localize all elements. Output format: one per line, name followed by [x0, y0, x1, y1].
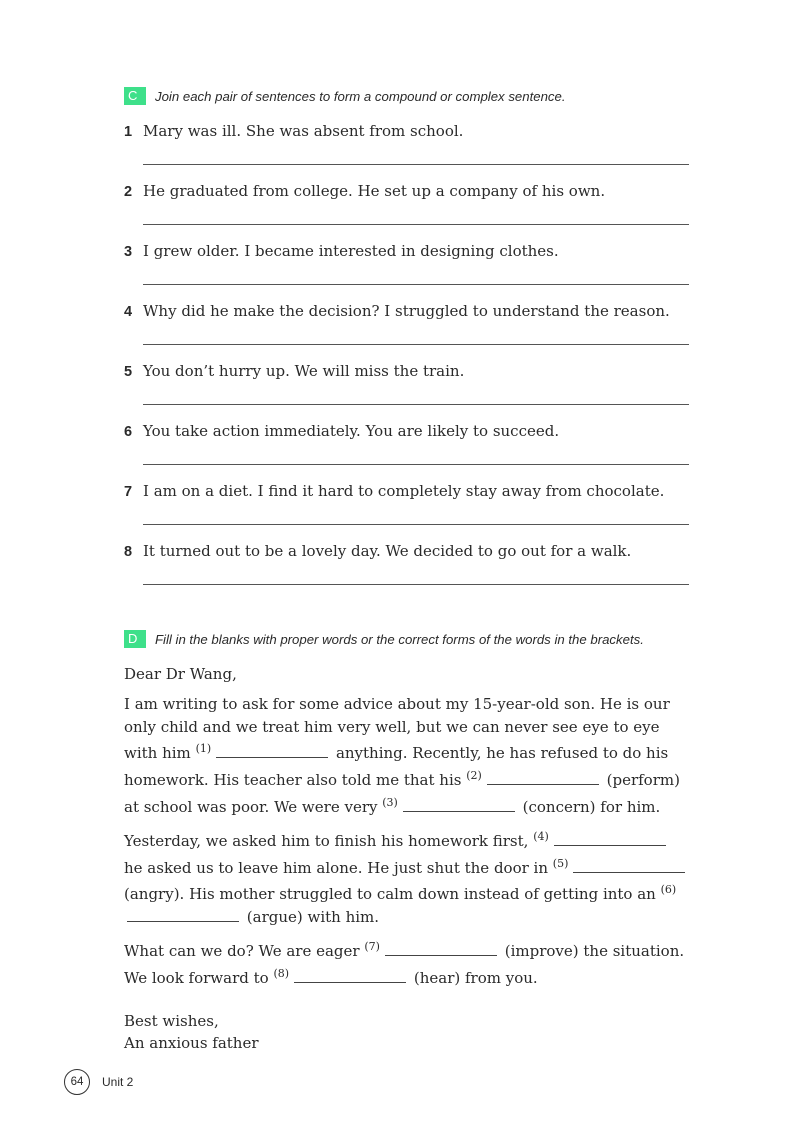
- question-6: [124, 422, 689, 465]
- letter-closing: Best wishes,: [124, 1011, 219, 1030]
- answer-line[interactable]: [143, 163, 689, 165]
- question-text: You take action immediately. You are likely to succeed.: [143, 422, 560, 440]
- blank-6[interactable]: [127, 909, 239, 922]
- question-1: [124, 122, 689, 165]
- question-number: 3: [124, 244, 133, 260]
- blank-1[interactable]: [216, 745, 328, 758]
- letter-paragraph-3: [124, 936, 692, 990]
- blank-7[interactable]: [385, 943, 497, 956]
- question-4: [124, 302, 689, 345]
- question-text: Mary was ill. She was absent from school.: [143, 122, 464, 140]
- question-number: 6: [124, 424, 133, 440]
- page-footer: [64, 1069, 133, 1095]
- answer-line[interactable]: [143, 523, 689, 525]
- answer-line[interactable]: [143, 463, 689, 465]
- letter-text: (angry). His mother struggled to calm down instead of getting into an: [124, 885, 656, 904]
- answer-line[interactable]: [143, 283, 689, 285]
- answer-line[interactable]: [143, 583, 689, 585]
- blank-number: (3): [382, 795, 398, 809]
- letter-greeting: Dear Dr Wang,: [124, 665, 237, 683]
- question-text: I am on a diet. I find it hard to completely stay away from chocolate.: [143, 482, 665, 500]
- blank-4[interactable]: [554, 833, 666, 846]
- letter-text: (hear) from you.: [413, 968, 538, 987]
- section-c-badge: C: [124, 87, 146, 105]
- blank-number: (7): [364, 939, 380, 953]
- blank-2[interactable]: [487, 772, 599, 785]
- blank-number: (8): [273, 966, 290, 980]
- question-number: 2: [124, 184, 133, 200]
- blank-number: (4): [533, 829, 549, 843]
- letter-text: (argue) with him.: [246, 908, 380, 927]
- letter-paragraph-1: [124, 693, 692, 819]
- unit-label: Unit 2: [102, 1075, 134, 1089]
- blank-number: (6): [660, 883, 677, 897]
- answer-line[interactable]: [143, 403, 689, 405]
- question-8: [124, 542, 689, 585]
- page-number: 64: [64, 1069, 90, 1095]
- letter-text: he asked us to leave him alone. He just shut the door in: [124, 858, 549, 877]
- blank-number: (2): [466, 769, 482, 783]
- blank-8[interactable]: [294, 970, 406, 983]
- question-number: 5: [124, 364, 133, 380]
- question-text: I grew older. I became interested in designing clothes.: [143, 242, 559, 260]
- letter-text: What can we do? We are eager: [124, 941, 360, 960]
- question-7: [124, 482, 689, 525]
- blank-number: (5): [552, 856, 569, 870]
- blank-3[interactable]: [403, 799, 515, 812]
- question-number: 1: [124, 124, 133, 140]
- question-3: [124, 242, 689, 285]
- letter-text: anything. Recently, he has refused to do his homework. His teacher also told me that his: [124, 744, 669, 790]
- letter-signature: An anxious father: [124, 1034, 259, 1053]
- answer-line[interactable]: [143, 343, 689, 345]
- question-text: You don’t hurry up. We will miss the train.: [143, 362, 465, 380]
- question-2: [124, 182, 689, 225]
- question-number: 8: [124, 544, 133, 560]
- section-c-instruction: Join each pair of sentences to form a compound or complex sentence.: [155, 88, 566, 104]
- section-d-header: [124, 630, 644, 648]
- letter-text: (improve) the situation. We look forward to: [124, 941, 685, 987]
- letter-text: (perform) at school was poor. We were very: [124, 771, 680, 816]
- question-text: It turned out to be a lovely day. We decided to go out for a walk.: [143, 542, 632, 560]
- question-text: Why did he make the decision? I struggled to understand the reason.: [143, 302, 670, 320]
- letter-text: Yesterday, we asked him to finish his homework first,: [124, 831, 529, 850]
- question-text: He graduated from college. He set up a company of his own.: [143, 182, 606, 200]
- answer-line[interactable]: [143, 223, 689, 225]
- letter-paragraph-2: [124, 826, 692, 929]
- blank-number: (1): [195, 742, 212, 756]
- section-c-header: [124, 87, 566, 105]
- question-5: [124, 362, 689, 405]
- section-d-instruction: Fill in the blanks with proper words or the correct forms of the words in the brackets.: [155, 631, 644, 647]
- letter-body: [124, 663, 692, 1055]
- question-number: 7: [124, 484, 133, 500]
- question-number: 4: [124, 304, 133, 320]
- section-d-badge: D: [124, 630, 146, 648]
- letter-text: I am writing to ask for some advice about my 15-year-old son. He is our only child and we treat him very well, but we can never see eye to eye with him: [124, 694, 670, 763]
- letter-text: (concern) for him.: [522, 797, 661, 816]
- blank-5[interactable]: [573, 860, 685, 873]
